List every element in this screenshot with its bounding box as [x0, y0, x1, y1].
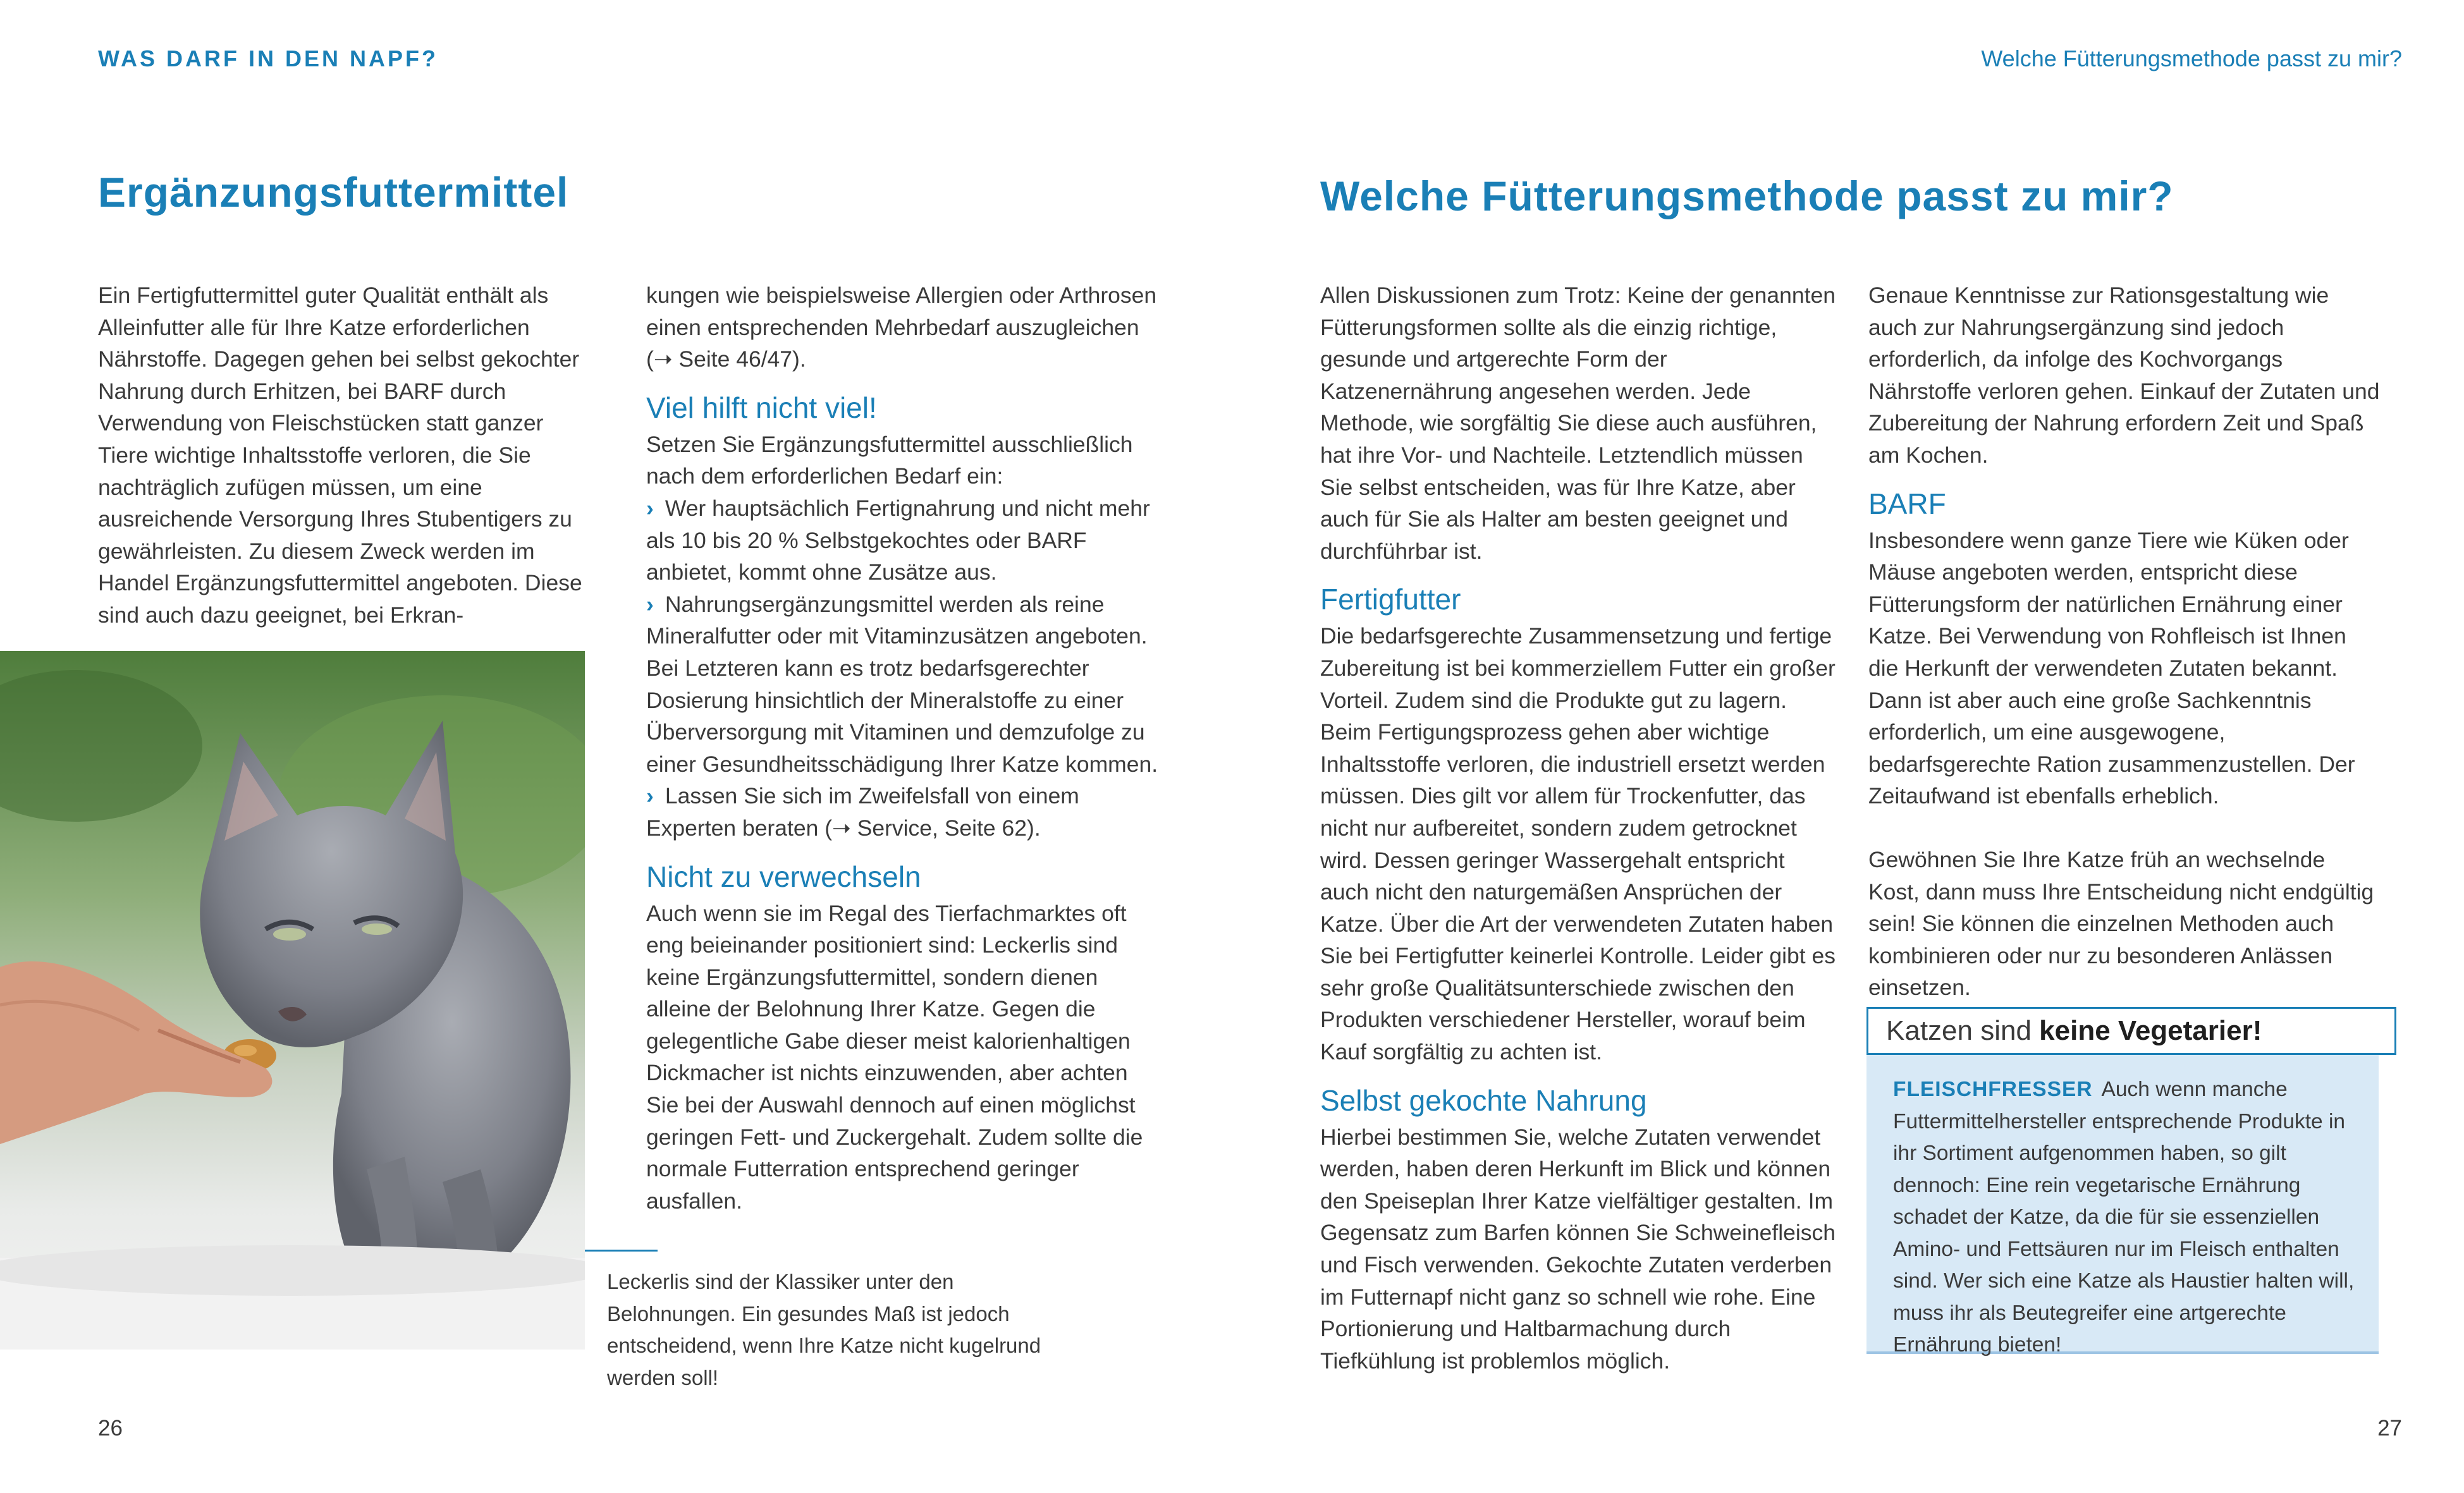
section-heading-selbst-gekocht: Selbst gekochte Nahrung [1320, 1083, 1647, 1117]
section-heading-fertigfutter: Fertigfutter [1320, 583, 1461, 616]
bullet-item [646, 492, 1165, 588]
bullet-marker-icon: › [646, 591, 654, 617]
left-column-2 [646, 279, 1165, 1217]
right-col1-intro: Allen Diskussionen zum Trotz: Keine der genannten Fütterungsformen sollte als die einzig richtige, gesunde und artgerechte Form der Katzenernährung angesehen werden. Jede Methode, wie sorgfältig Sie diese auch ausführen, hat ihre Vor- und Nachteile. Letztendlich müssen Sie selbst entscheiden, was für Ihre Katze, aber auch für Sie als Halter am besten geeignet und durchführbar ist. [1320, 283, 1836, 564]
section-text-nicht-verwechseln: Auch wenn sie im Regal des Tierfachmarktes oft eng beieinander positioniert sind: Leckerlis sind keine Ergänzungsfuttermittel, sondern dienen alleine der Belohnung Ihrer Katze. Gegen die gelegentliche Gabe dieser meist kalorienhaltigen Dickmacher ist nichts einzuwenden, aber achten Sie bei der Auswahl dennoch auf einen möglichst geringen Fett- und Zuckergehalt. Zudem sollte die normale Futterration entsprechend geringer ausfallen. [646, 900, 1143, 1214]
left-column-1 [98, 279, 598, 631]
section-text-barf-2: Gewöhnen Sie Ihre Katze früh an wechselnde Kost, dann muss Ihre Entscheidung nicht endgültig sein! Sie können die einzelnen Methoden auch kombinieren oder nur zu besonderen Anlässen einsetzen. [1868, 846, 2374, 1001]
info-box-title-bold: keine Vegetarier! [2039, 1015, 2262, 1046]
bullet-item [646, 780, 1165, 844]
left-page-title: Ergänzungsfuttermittel [98, 169, 569, 216]
section-heading-viel-hilft: Viel hilft nicht viel! [646, 391, 877, 424]
bullet-text: Wer hauptsächlich Fertignahrung und nicht mehr als 10 bis 20 % Selbstgekochtes oder BARF anbietet, kommt ohne Zusätze aus. [646, 495, 1150, 585]
section-text-selbst-gekocht: Hierbei bestimmen Sie, welche Zutaten verwendet werden, haben deren Herkunft im Blick und können den Speiseplan Ihrer Katze vielfältiger gestalten. Im Gegensatz zum Barfen können Sie Schweinefleisch und Fisch verwenden. Gekochte Zutaten verderben im Futternapf nicht ganz so schnell wie rohe. Eine Portionierung und Haltbarmachung durch Tiefkühlung ist problemlos möglich. [1320, 1124, 1836, 1374]
info-box-text: Auch wenn manche Futtermittelhersteller entsprechende Produkte in ihr Sortiment aufgenommen haben, so gilt dennoch: Eine rein vegetarische Ernährung schadet der Katze, da die für sie essenziellen Amino- und Fettsäuren nur im Fleisch enthalten sind. Wer sich eine Katze als Haustier halten will, muss ihr als Beutegreifer eine artgerechte Ernährung bieten! [1893, 1078, 2355, 1356]
running-header-left: WAS DARF IN DEN NAPF? [98, 46, 438, 71]
bullet-text: Nahrungsergänzungsmittel werden als reine Mineralfutter oder mit Vitaminzusätzen angeboten. Bei Letzteren kann es trotz bedarfsgerechter Dosierung hinsichtlich der Mineralstoffe zu einer Überversorgung mit Vitaminen und demzufolge zu einer Gesundheitsschädigung Ihrer Katze kommen. [646, 591, 1158, 777]
bullet-marker-icon: › [646, 495, 654, 521]
bullet-marker-icon: › [646, 783, 654, 809]
section-heading-nicht-verwechseln: Nicht zu verwechseln [646, 860, 921, 893]
bullet-text: Lassen Sie sich im Zweifelsfall von einem Experten beraten (➝ Service, Seite 62). [646, 783, 1079, 841]
kitten-photo [0, 651, 585, 1350]
page-number-right: 27 [2377, 1416, 2402, 1441]
info-box-title [1866, 1007, 2396, 1055]
info-box-title-normal: Katzen sind [1886, 1015, 2032, 1046]
info-box-label: FLEISCHFRESSER [1893, 1078, 2093, 1101]
section-heading-barf: BARF [1868, 487, 1946, 520]
left-col1-text: Ein Fertigfuttermittel guter Qualität enthält als Alleinfutter alle für Ihre Katze erforderlichen Nährstoffe. Dagegen gehen bei selbst gekochter Nahrung durch Erhitzen, bei BARF durch Verwendung von Fleischstücken statt ganzer Tiere wichtige Inhaltsstoffe verloren, die Sie nachträglich zufügen müssen, um eine ausreichende Versorgung Ihres Stubentigers zu gewährleisten. Zu diesem Zweck werden im Handel Ergänzungsfuttermittel angeboten. Diese sind auch dazu geeignet, bei Erkran- [98, 283, 582, 628]
page-number-left: 26 [98, 1416, 123, 1441]
bullet-item [646, 588, 1165, 781]
right-col2-intro: Genaue Kenntnisse zur Rationsgestaltung wie auch zur Nahrungsergänzung sind jedoch erforderlich, da infolge des Kochvorgangs Nährstoffe verloren gehen. Einkauf der Zutaten und Zubereitung der Nahrung erfordern Zeit und Spaß am Kochen. [1868, 283, 2380, 468]
running-header-right: Welche Fütterungsmethode passt zu mir? [1981, 46, 2402, 71]
right-page-title: Welche Fütterungsmethode passt zu mir? [1320, 173, 2174, 219]
section-text-viel-hilft: Setzen Sie Ergänzungsfuttermittel ausschließlich nach dem erforderlichen Bedarf ein: [646, 431, 1133, 489]
section-text-barf: Insbesondere wenn ganze Tiere wie Küken oder Mäuse angeboten werden, entspricht diese Fütterungsform der natürlichen Ernährung einer Katze. Bei Verwendung von Rohfleisch ist Ihnen die Herkunft der verwendeten Zutaten bekannt. Dann ist aber auch eine große Sachkenntnis erforderlich, um eine ausgewogene, bedarfsgerechte Ration zusammenzustellen. Der Zeitaufwand ist ebenfalls erheblich. [1868, 527, 2355, 809]
right-column-2 [1868, 279, 2381, 1004]
section-text-fertigfutter: Die bedarfsgerechte Zusammensetzung und fertige Zubereitung ist bei kommerziellem Futter ein großer Vorteil. Zudem sind die Produkte gut zu lagern. Beim Fertigungsprozess gehen aber wichtige Inhaltsstoffe verloren, die industriell ersetzt werden müssen. Dies gilt vor allem für Trockenfutter, das nicht nur aufbereitet, sondern zudem getrocknet wird. Dessen geringer Wassergehalt entspricht auch nicht den naturgemäßen Ansprüchen der Katze. Über die Art der verwendeten Zutaten haben Sie bei Fertigfutter keinerlei Kontrolle. Leider gibt es sehr große Qualitätsunterschiede zwischen den Produkten verschiedener Hersteller, worauf beim Kauf sorgfältig zu achten ist. [1320, 623, 1836, 1065]
left-col2-intro: kungen wie beispielsweise Allergien oder Arthrosen einen entsprechenden Mehrbedarf auszugleichen (➝ Seite 46/47). [646, 283, 1157, 372]
info-box-body [1866, 1055, 2379, 1354]
caption-rule [585, 1250, 658, 1252]
right-column-1 [1320, 279, 1839, 1377]
photo-caption: Leckerlis sind der Klassiker unter den Belohnungen. Ein gesundes Maß ist jedoch entscheidend, wenn Ihre Katze nicht kugelrund werden soll! [607, 1270, 1041, 1389]
